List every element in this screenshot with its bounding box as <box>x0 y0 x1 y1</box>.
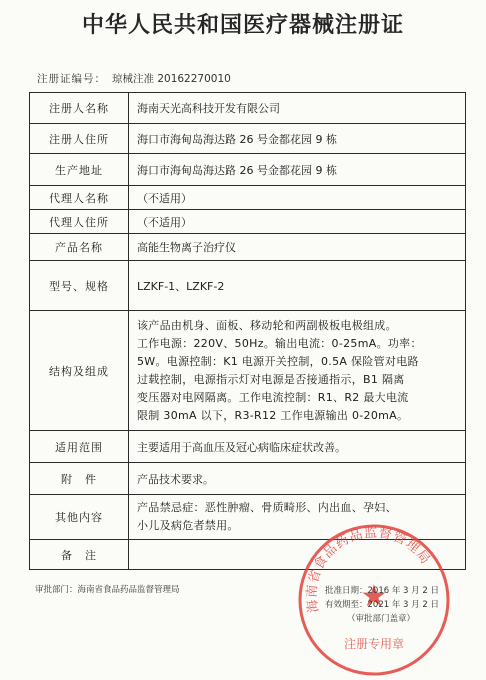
value-agent-address: （不适用） <box>129 210 466 234</box>
registration-number-label: 注册证编号： <box>37 73 106 85</box>
seal-note: （审批部门盖章） <box>347 614 416 624</box>
structure-line: 限制 30mA 以下，R3-R12 工作电源输出 0-20mA。 <box>137 408 409 422</box>
label-attachment: 附 件 <box>30 463 129 495</box>
value-structure <box>129 311 466 431</box>
value-production-address: 海口市海甸岛海达路 26 号金都花园 9 栋 <box>129 154 466 186</box>
label-registrant-name: 注册人名称 <box>30 93 129 124</box>
label-production-address: 生产地址 <box>30 154 129 186</box>
approval-date: 批准日期：2016 年 3 月 2 日 <box>325 586 439 596</box>
certificate-title: 中华人民共和国医疗器械注册证 <box>81 12 404 38</box>
approval-dates <box>325 584 439 626</box>
star-icon: ★ <box>360 579 388 614</box>
row-agent-name <box>30 186 466 210</box>
value-registrant-name: 海南天光高科技开发有限公司 <box>129 93 466 124</box>
registration-number-value: 琼械注准 20162270010 <box>112 73 231 85</box>
row-product-name <box>30 234 466 261</box>
structure-line: 过载控制，电源指示灯对电源是否接通指示，B1 隔离 <box>137 372 405 386</box>
label-other: 其他内容 <box>30 495 129 540</box>
label-scope: 适用范围 <box>30 431 129 463</box>
seal-bottom-text: 注册专用章 <box>343 637 405 651</box>
other-line: 产品禁忌症：恶性肿瘤、骨质畸形、内出血、孕妇、 <box>137 501 397 514</box>
label-structure: 结构及组成 <box>30 311 129 431</box>
value-model-spec: LZKF-1、LZKF-2 <box>129 261 466 311</box>
value-scope: 主要适用于高血压及冠心病临床症状改善。 <box>129 431 466 463</box>
label-registrant-address: 注册人住所 <box>30 124 129 154</box>
structure-line: 工作电源：220V、50Hz。输出电流：0-25mA。功率： <box>137 336 422 350</box>
value-registrant-address: 海口市海甸岛海达路 26 号金都花园 9 栋 <box>129 124 466 154</box>
row-structure <box>30 311 466 431</box>
row-attachment <box>30 463 466 495</box>
seal-arc-textpath: 海南省食品药品监督管理局 <box>304 525 434 614</box>
label-agent-name: 代理人名称 <box>30 186 129 210</box>
row-scope <box>30 431 466 463</box>
value-agent-name: （不适用） <box>129 186 466 210</box>
label-remarks: 备 注 <box>30 540 129 570</box>
other-line: 小儿及病危者禁用。 <box>137 519 239 532</box>
structure-line: 5W。电源控制：K1 电源开关控制，0.5A 保险管对电路 <box>137 354 419 368</box>
label-agent-address: 代理人住所 <box>30 210 129 234</box>
row-model-spec <box>30 261 466 311</box>
structure-line: 变压器对电网隔离。工作电流控制：R1、R2 最大电流 <box>137 390 409 404</box>
valid-until: 有效期至：2021 年 3 月 2 日 <box>325 600 439 610</box>
value-product-name: 高能生物离子治疗仪 <box>129 234 466 261</box>
structure-line: 该产品由机身、面板、移动轮和两副极板电极组成。 <box>137 318 397 332</box>
label-product-name: 产品名称 <box>30 234 129 261</box>
approval-authority: 审批部门：海南省食品药品监督管理局 <box>35 585 180 595</box>
registration-number <box>37 71 231 86</box>
row-registrant-name <box>30 93 466 124</box>
row-registrant-address <box>30 124 466 154</box>
row-production-address <box>30 154 466 186</box>
label-model-spec: 型号、规格 <box>30 261 129 311</box>
row-agent-address <box>30 210 466 234</box>
value-attachment: 产品技术要求。 <box>129 463 466 495</box>
certificate-table <box>29 92 466 570</box>
